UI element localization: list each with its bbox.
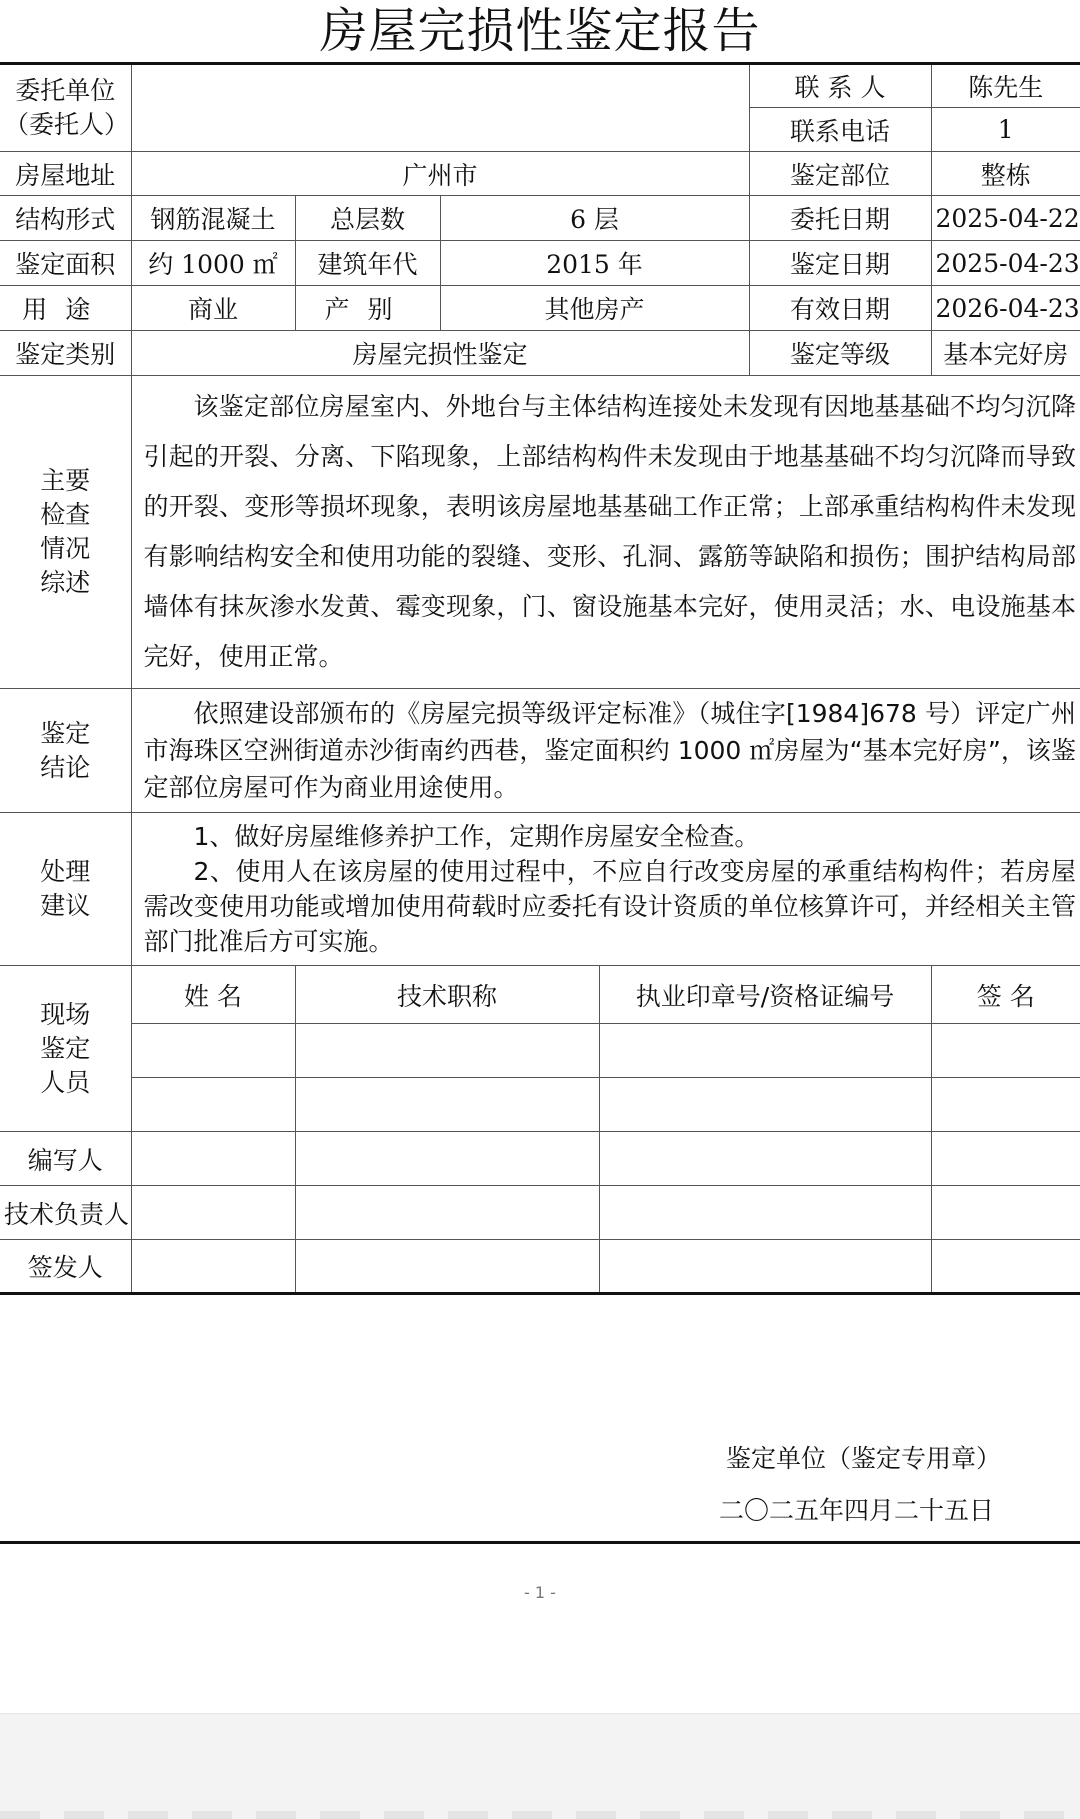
issuer-name xyxy=(131,1240,295,1294)
staff-2-title xyxy=(295,1078,599,1132)
advice-section xyxy=(131,813,1080,966)
valid-date-label: 有效日期 xyxy=(749,286,931,331)
floors-label: 总层数 xyxy=(295,196,440,241)
usage-label: 用途 xyxy=(0,286,131,331)
next-page-edge xyxy=(0,1713,1080,1819)
contact-value: 陈先生 xyxy=(931,64,1080,108)
structure-label: 结构形式 xyxy=(0,196,131,241)
area-label: 鉴定面积 xyxy=(0,241,131,286)
advice-item-2: 2、使用人在该房屋的使用过程中，不应自行改变房屋的承重结构构件；若房屋需改变使用功能或增加使用荷载时应委托有设计资质的单位核算许可，并经相关主管部门批准后方可实施。 xyxy=(143,857,1076,956)
staff-1-title xyxy=(295,1024,599,1078)
part-value: 整栋 xyxy=(931,152,1080,196)
tech-lead-cert xyxy=(599,1186,931,1240)
phone-label: 联系电话 xyxy=(749,108,931,152)
bottom-rule xyxy=(0,1541,1080,1544)
part-label: 鉴定部位 xyxy=(749,152,931,196)
tech-lead-title xyxy=(295,1186,599,1240)
valid-date-value: 2026-04-23 xyxy=(931,286,1080,331)
writer-title xyxy=(295,1132,599,1186)
col-name-header: 姓 名 xyxy=(131,966,295,1024)
writer-cert xyxy=(599,1132,931,1186)
conclusion-text: 依照建设部颁布的《房屋完损等级评定标准》（城住字[1984]678 号）评定广州市海珠区空洲街道赤沙街南约西巷，鉴定面积约 1000 ㎡房屋为“基本完好房”，该鉴定部位房屋可作为商业用途使用。 xyxy=(143,699,1076,802)
tech-lead-label: 技术负责人 xyxy=(0,1186,131,1240)
writer-sign xyxy=(931,1132,1080,1186)
category-label: 鉴定类别 xyxy=(0,331,131,376)
inspection-label: 主要 检查 情况 综述 xyxy=(0,376,131,689)
conclusion-label: 鉴定 结论 xyxy=(0,689,131,813)
grade-label: 鉴定等级 xyxy=(749,331,931,376)
staff-1-sign xyxy=(931,1024,1080,1078)
address-value: 广州市 xyxy=(131,152,749,196)
commission-date-value: 2025-04-22 xyxy=(931,196,1080,241)
tech-lead-name xyxy=(131,1186,295,1240)
report-date: 二〇二五年四月二十五日 xyxy=(719,1496,995,1525)
appraisal-date-value: 2025-04-23 xyxy=(931,241,1080,286)
col-title-header: 技术职称 xyxy=(295,966,599,1024)
staff-2-cert xyxy=(599,1078,931,1132)
category-value: 房屋完损性鉴定 xyxy=(131,331,749,376)
phone-value: 1 xyxy=(931,108,1080,152)
year-value: 2015 年 xyxy=(440,241,749,286)
staff-1-cert xyxy=(599,1024,931,1078)
property-label: 产别 xyxy=(295,286,440,331)
page-title: 房屋完损性鉴定报告 xyxy=(319,3,761,59)
tech-lead-sign xyxy=(931,1186,1080,1240)
structure-value: 钢筋混凝土 xyxy=(131,196,295,241)
page-number: - 1 - xyxy=(524,1583,556,1602)
issuer-label: 签发人 xyxy=(0,1240,131,1294)
advice-item-1: 1、做好房屋维修养护工作，定期作房屋安全检查。 xyxy=(193,822,760,851)
address-label: 房屋地址 xyxy=(0,152,131,196)
appraisal-date-label: 鉴定日期 xyxy=(749,241,931,286)
contact-label: 联 系 人 xyxy=(749,64,931,108)
inspection-text: 该鉴定部位房屋室内、外地台与主体结构连接处未发现有因地基基础不均匀沉降引起的开裂、分离、下陷现象，上部结构构件未发现由于地基基础不均匀沉降而导致的开裂、变形等损坏现象，表明该房屋地基基础工作正常；上部承重结构构件未发现有影响结构安全和使用功能的裂缝、变形、孔洞、露筋等缺陷和损伤；围护结构局部墙体有抹灰渗水发黄、霉变现象，门、窗设施基本完好，使用灵活；水、电设施基本完好，使用正常。 xyxy=(143,392,1076,671)
signature-area xyxy=(0,1433,1080,1541)
client-label: 委托单位 （委托人） xyxy=(0,64,131,152)
writer-label: 编写人 xyxy=(0,1132,131,1186)
usage-value: 商业 xyxy=(131,286,295,331)
year-label: 建筑年代 xyxy=(295,241,440,286)
staff-2-sign xyxy=(931,1078,1080,1132)
client-value xyxy=(131,64,749,152)
floors-value: 6 层 xyxy=(440,196,749,241)
area-value: 约 1000 ㎡ xyxy=(131,241,295,286)
inspection-summary xyxy=(131,376,1080,689)
appraisal-unit-seal: 鉴定单位（鉴定专用章） xyxy=(726,1444,1002,1473)
issuer-title xyxy=(295,1240,599,1294)
advice-label: 处理 建议 xyxy=(0,813,131,966)
issuer-cert xyxy=(599,1240,931,1294)
grade-value: 基本完好房 xyxy=(931,331,1080,376)
col-cert-header: 执业印章号/资格证编号 xyxy=(599,966,931,1024)
writer-name xyxy=(131,1132,295,1186)
appraisal-report-table xyxy=(0,62,1080,1295)
staff-label: 现场 鉴定 人员 xyxy=(0,966,131,1132)
property-value: 其他房产 xyxy=(440,286,749,331)
staff-1-name xyxy=(131,1024,295,1078)
issuer-sign xyxy=(931,1240,1080,1294)
col-sign-header: 签 名 xyxy=(931,966,1080,1024)
commission-date-label: 委托日期 xyxy=(749,196,931,241)
conclusion-section xyxy=(131,689,1080,813)
staff-2-name xyxy=(131,1078,295,1132)
